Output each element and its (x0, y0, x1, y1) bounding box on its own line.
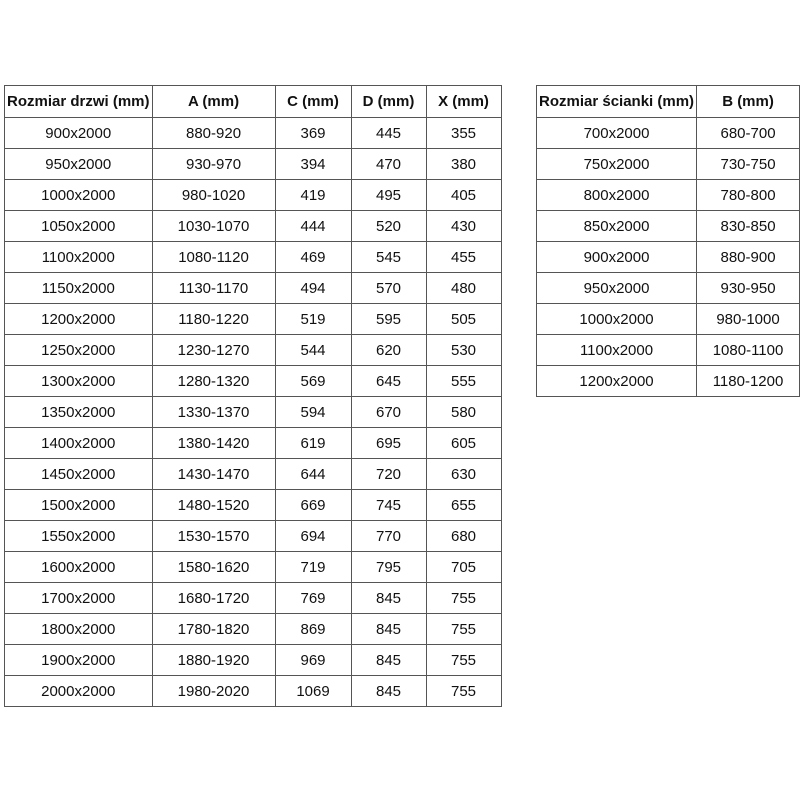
table-cell: 655 (426, 490, 501, 521)
table-cell: 2000x2000 (5, 676, 153, 707)
table-cell: 1430-1470 (152, 459, 275, 490)
table-cell: 570 (351, 273, 426, 304)
table-cell: 1300x2000 (5, 366, 153, 397)
table-cell: 1080-1100 (697, 335, 800, 366)
table-cell: 380 (426, 149, 501, 180)
table-row (5, 118, 502, 149)
table-cell: 680-700 (697, 118, 800, 149)
table-cell: 494 (275, 273, 351, 304)
table-cell: 580 (426, 397, 501, 428)
table-cell: 630 (426, 459, 501, 490)
table-row (5, 552, 502, 583)
table-cell: 594 (275, 397, 351, 428)
table-cell: 755 (426, 583, 501, 614)
table-cell: 1600x2000 (5, 552, 153, 583)
table-cell: 755 (426, 676, 501, 707)
column-header: C (mm) (275, 86, 351, 118)
table-row (5, 676, 502, 707)
table-cell: 694 (275, 521, 351, 552)
table-row (537, 211, 800, 242)
table-cell: 505 (426, 304, 501, 335)
table-cell: 1200x2000 (537, 366, 697, 397)
table-cell: 555 (426, 366, 501, 397)
table-cell: 1450x2000 (5, 459, 153, 490)
table-cell: 1030-1070 (152, 211, 275, 242)
table-cell: 1380-1420 (152, 428, 275, 459)
table-row (537, 242, 800, 273)
table-cell: 880-900 (697, 242, 800, 273)
column-header: Rozmiar ścianki (mm) (537, 86, 697, 118)
table-row (537, 273, 800, 304)
table-cell: 544 (275, 335, 351, 366)
table-cell: 770 (351, 521, 426, 552)
table-cell: 1550x2000 (5, 521, 153, 552)
table-cell: 1880-1920 (152, 645, 275, 676)
table-cell: 1980-2020 (152, 676, 275, 707)
table-cell: 845 (351, 614, 426, 645)
table-cell: 845 (351, 676, 426, 707)
table-cell: 569 (275, 366, 351, 397)
table-row (5, 645, 502, 676)
table-row (5, 521, 502, 552)
table-cell: 545 (351, 242, 426, 273)
table-cell: 1050x2000 (5, 211, 153, 242)
table-cell: 470 (351, 149, 426, 180)
table-cell: 850x2000 (537, 211, 697, 242)
column-header: A (mm) (152, 86, 275, 118)
table-cell: 1530-1570 (152, 521, 275, 552)
table-row (5, 211, 502, 242)
door-size-table (4, 85, 502, 707)
table-cell: 1250x2000 (5, 335, 153, 366)
table-header-row (5, 86, 502, 118)
table-cell: 355 (426, 118, 501, 149)
table-cell: 930-950 (697, 273, 800, 304)
table-cell: 745 (351, 490, 426, 521)
table-row (5, 459, 502, 490)
table-cell: 405 (426, 180, 501, 211)
table-cell: 1780-1820 (152, 614, 275, 645)
table-cell: 845 (351, 583, 426, 614)
table-row (537, 335, 800, 366)
table-cell: 445 (351, 118, 426, 149)
table-cell: 780-800 (697, 180, 800, 211)
column-header: D (mm) (351, 86, 426, 118)
table-cell: 769 (275, 583, 351, 614)
table-cell: 1700x2000 (5, 583, 153, 614)
table-cell: 620 (351, 335, 426, 366)
table-cell: 444 (275, 211, 351, 242)
table-cell: 1500x2000 (5, 490, 153, 521)
table-cell: 800x2000 (537, 180, 697, 211)
table-cell: 1350x2000 (5, 397, 153, 428)
table-cell: 430 (426, 211, 501, 242)
table-row (537, 180, 800, 211)
table-cell: 950x2000 (537, 273, 697, 304)
table-cell: 1080-1120 (152, 242, 275, 273)
table-cell: 1150x2000 (5, 273, 153, 304)
table-cell: 644 (275, 459, 351, 490)
table-cell: 1480-1520 (152, 490, 275, 521)
table-cell: 730-750 (697, 149, 800, 180)
table-cell: 595 (351, 304, 426, 335)
table-cell: 619 (275, 428, 351, 459)
table-cell: 755 (426, 645, 501, 676)
table-cell: 900x2000 (537, 242, 697, 273)
table-cell: 1180-1220 (152, 304, 275, 335)
table-cell: 1000x2000 (537, 304, 697, 335)
table-cell: 695 (351, 428, 426, 459)
table-cell: 755 (426, 614, 501, 645)
table-cell: 1130-1170 (152, 273, 275, 304)
table-cell: 1900x2000 (5, 645, 153, 676)
table-cell: 705 (426, 552, 501, 583)
table-cell: 720 (351, 459, 426, 490)
table-cell: 1280-1320 (152, 366, 275, 397)
table-row (5, 242, 502, 273)
table-cell: 469 (275, 242, 351, 273)
table-cell: 1200x2000 (5, 304, 153, 335)
table-row (537, 149, 800, 180)
table-row (537, 366, 800, 397)
table-cell: 394 (275, 149, 351, 180)
table-cell: 369 (275, 118, 351, 149)
table-cell: 519 (275, 304, 351, 335)
column-header: Rozmiar drzwi (mm) (5, 86, 153, 118)
column-header: B (mm) (697, 86, 800, 118)
table-row (5, 366, 502, 397)
table-row (5, 614, 502, 645)
table-row (5, 397, 502, 428)
table-cell: 480 (426, 273, 501, 304)
table-cell: 980-1020 (152, 180, 275, 211)
table-row (537, 118, 800, 149)
column-header: X (mm) (426, 86, 501, 118)
table-row (5, 304, 502, 335)
table-cell: 495 (351, 180, 426, 211)
table-cell: 1180-1200 (697, 366, 800, 397)
table-cell: 605 (426, 428, 501, 459)
table-cell: 670 (351, 397, 426, 428)
table-cell: 1800x2000 (5, 614, 153, 645)
table-cell: 980-1000 (697, 304, 800, 335)
table-cell: 845 (351, 645, 426, 676)
table-cell: 455 (426, 242, 501, 273)
table-row (5, 273, 502, 304)
table-cell: 795 (351, 552, 426, 583)
table-row (537, 304, 800, 335)
table-cell: 700x2000 (537, 118, 697, 149)
table-cell: 1580-1620 (152, 552, 275, 583)
table-cell: 669 (275, 490, 351, 521)
table-cell: 1100x2000 (537, 335, 697, 366)
table-row (5, 335, 502, 366)
table-cell: 750x2000 (537, 149, 697, 180)
table-cell: 969 (275, 645, 351, 676)
door-size-table-body (5, 118, 502, 707)
table-cell: 1330-1370 (152, 397, 275, 428)
wall-size-table (536, 85, 800, 397)
table-cell: 1100x2000 (5, 242, 153, 273)
table-cell: 1680-1720 (152, 583, 275, 614)
table-cell: 900x2000 (5, 118, 153, 149)
table-row (5, 490, 502, 521)
table-row (5, 149, 502, 180)
table-cell: 1230-1270 (152, 335, 275, 366)
table-row (5, 180, 502, 211)
table-cell: 1000x2000 (5, 180, 153, 211)
table-cell: 1400x2000 (5, 428, 153, 459)
table-cell: 645 (351, 366, 426, 397)
table-cell: 880-920 (152, 118, 275, 149)
table-cell: 680 (426, 521, 501, 552)
table-row (5, 583, 502, 614)
table-cell: 830-850 (697, 211, 800, 242)
table-cell: 930-970 (152, 149, 275, 180)
table-cell: 950x2000 (5, 149, 153, 180)
table-cell: 869 (275, 614, 351, 645)
table-cell: 719 (275, 552, 351, 583)
table-row (5, 428, 502, 459)
table-cell: 419 (275, 180, 351, 211)
wall-size-table-body (537, 118, 800, 397)
table-cell: 1069 (275, 676, 351, 707)
table-header-row (537, 86, 800, 118)
table-cell: 530 (426, 335, 501, 366)
table-cell: 520 (351, 211, 426, 242)
